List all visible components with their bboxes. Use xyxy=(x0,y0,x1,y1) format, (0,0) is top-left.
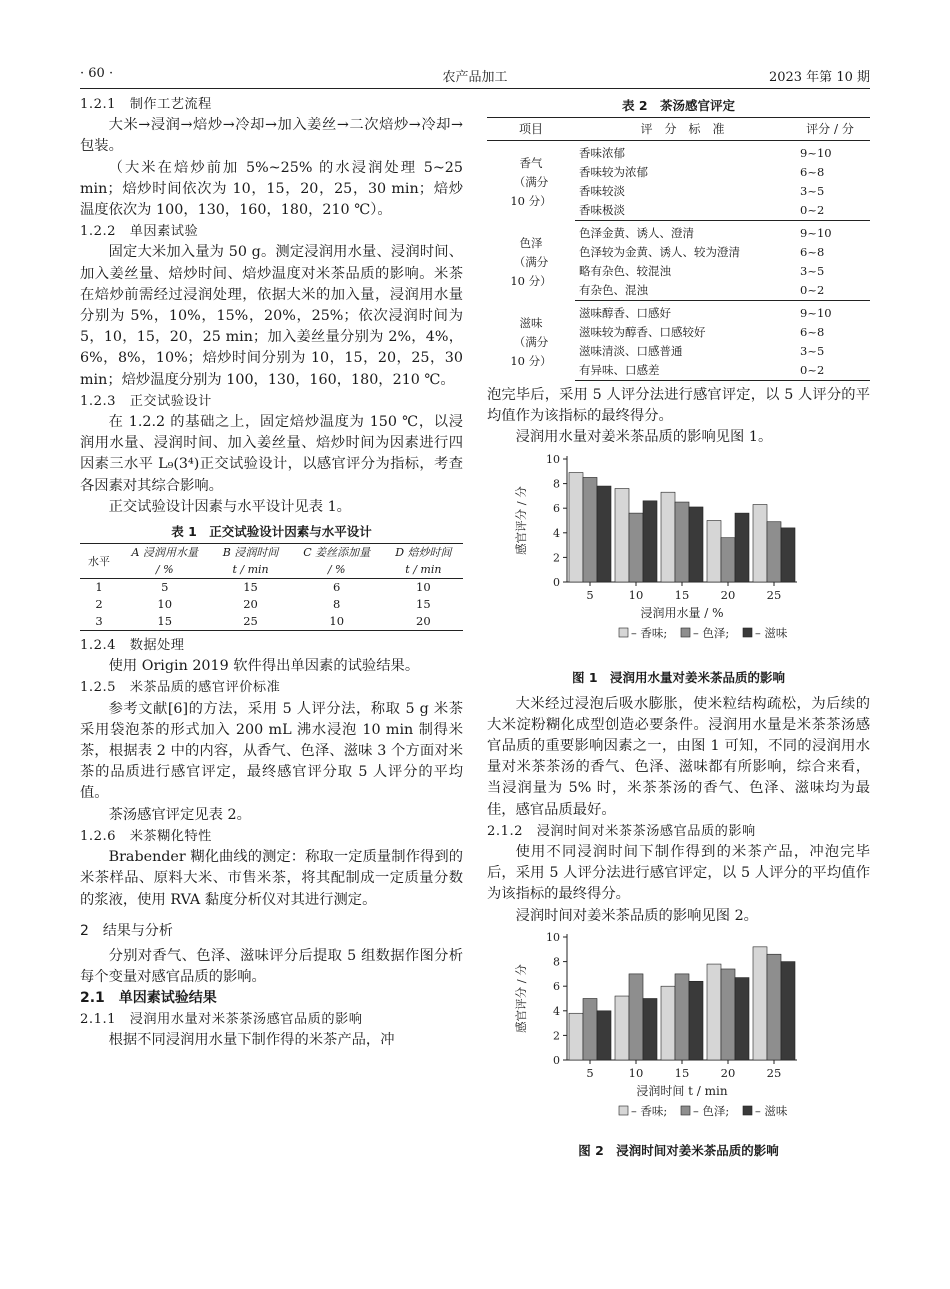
section-2-1-1-title: 2.1.1 浸润用水量对米茶茶汤感官品质的影响 xyxy=(80,1012,363,1028)
x-axis-label: 浸润时间 t / min xyxy=(636,1083,728,1098)
bar-滋味-25 xyxy=(781,961,795,1059)
bar-色泽-5 xyxy=(583,477,597,582)
bar-滋味-10 xyxy=(643,998,657,1060)
section-2-1-2-title: 2.1.2 浸润时间对米茶茶汤感官品质的影响 xyxy=(487,823,756,839)
x-tick-label: 10 xyxy=(628,1065,644,1080)
table1-header-b: B 浸润时间 xyxy=(211,544,289,562)
table2-header-score: 评分 / 分 xyxy=(790,118,870,141)
x-tick-label: 15 xyxy=(674,1065,690,1080)
table2-item-line: 10 分） xyxy=(510,353,552,368)
figure-1-chart xyxy=(487,449,870,664)
y-tick-label: 8 xyxy=(553,955,560,969)
table2-score-cell: 0~2 xyxy=(790,201,870,221)
legend-swatch xyxy=(743,628,752,637)
table2-criteria-cell: 略有杂色、较混浊 xyxy=(579,264,671,278)
section-1-2-4-title: 1.2.4 数据处理 xyxy=(80,638,185,654)
table2-item-line: 10 分） xyxy=(510,273,552,288)
table2-item-cell xyxy=(487,301,575,381)
process-flow: 大米→浸润→焙炒→冷却→加入姜丝→二次焙炒→冷却→包装。 xyxy=(80,117,463,155)
table-cell: 5 xyxy=(161,580,169,595)
table2-criteria-cell: 色泽金黄、诱人、澄清 xyxy=(579,226,694,240)
table2-criteria-cell: 香味极淡 xyxy=(575,201,790,221)
bar-香味-25 xyxy=(753,504,767,581)
table2-continuation: 泡完毕后，采用 5 人评分法进行感官评定，以 5 人评分的平均值作为该指标的最终得分。 xyxy=(487,387,870,425)
y-tick-label: 0 xyxy=(553,1053,560,1067)
table2-score-cell: 9~10 xyxy=(800,146,832,160)
section-2-title: 2 结果与分析 xyxy=(80,922,173,939)
table-cell: 20 xyxy=(384,613,463,631)
table1-header-c: C 姜丝添加量 xyxy=(290,544,384,562)
table2-criteria-cell: 有杂色、混浊 xyxy=(575,281,790,301)
y-axis-label: 感官评分 / 分 xyxy=(514,485,528,555)
table2-criteria-cell: 滋味清淡、口感普通 xyxy=(579,344,683,358)
single-factor-text: 固定大米加入量为 50 g。测定浸润用水量、浸润时间、加入姜丝量、焙炒时间、焙炒温度对米茶品质的影响。米茶在焙炒前需经过浸润处理，依据大米的加入量，浸润用水量分别为 5%，10%，15%，20%，25%；依次浸润时间为 5，10，15，20，25 min；加入姜丝量分别为 2%，4%，6%，8%，10%；焙炒时间分别为 10，15，20，25，30 min；焙炒温度分别为 100，130，160，180，210 ℃。 xyxy=(80,244,463,388)
bar-色泽-10 xyxy=(629,513,643,582)
table2-item-line: （满分 xyxy=(513,334,549,349)
table2-item-line: 10 分） xyxy=(510,193,552,208)
y-tick-label: 2 xyxy=(553,1029,560,1043)
y-tick-label: 4 xyxy=(553,1004,560,1018)
bar-滋味-10 xyxy=(643,500,657,581)
legend-label: – 色泽; xyxy=(693,625,730,640)
table2-score-cell: 6~8 xyxy=(800,325,825,339)
x-tick-label: 25 xyxy=(766,1065,782,1080)
bar-色泽-20 xyxy=(721,537,735,581)
table1 xyxy=(80,543,463,631)
table-cell: 2 xyxy=(95,597,103,612)
legend-label: – 滋味 xyxy=(755,1103,788,1118)
y-tick-label: 10 xyxy=(546,930,560,944)
legend-label: – 香味; xyxy=(631,1103,668,1118)
issue-label: 2023 年第 10 期 xyxy=(768,70,870,85)
orthogonal-text: 在 1.2.2 的基础之上，固定焙炒温度为 150 ℃，以浸润用水量、浸润时间、加入姜丝量、焙炒时间为因素进行四因素三水平 L₉(3⁴)正交试验设计，以感官评分为指标，考查各因素对其综合影响。 xyxy=(80,414,463,494)
sensory-ref: 茶汤感官评定见表 2。 xyxy=(108,806,251,823)
table1-header-d: D 焙炒时间 xyxy=(384,544,463,562)
running-header xyxy=(80,66,870,86)
bar-滋味-15 xyxy=(689,507,703,582)
legend-label: – 香味; xyxy=(631,625,668,640)
y-tick-label: 2 xyxy=(553,551,560,565)
section-1-2-3-title: 1.2.3 正交试验设计 xyxy=(80,393,212,409)
y-tick-label: 10 xyxy=(546,452,560,466)
bar-香味-5 xyxy=(569,472,583,581)
table-row xyxy=(487,141,870,164)
figure-1 xyxy=(487,449,870,668)
x-axis-label: 浸润用水量 / % xyxy=(640,605,724,620)
table2-header-item: 项目 xyxy=(487,118,575,141)
legend-swatch xyxy=(681,628,690,637)
bar-色泽-10 xyxy=(629,974,643,1060)
table-row xyxy=(80,579,463,597)
bar-滋味-5 xyxy=(597,486,611,582)
section-2-1-2-text: 使用不同浸润时间下制作得到的米茶产品，冲泡完毕后，采用 5 人评分法进行感官评定，以 5 人评分的平均值作为该指标的最终得分。 xyxy=(487,844,870,903)
table-cell: 25 xyxy=(211,613,289,631)
table2-criteria-cell: 香味较为浓郁 xyxy=(579,165,648,179)
section-2-1-title: 2.1 单因素试验结果 xyxy=(80,990,217,1007)
table1-unit-b: t / min xyxy=(211,561,289,579)
legend-label: – 色泽; xyxy=(693,1103,730,1118)
table-cell: 3 xyxy=(80,613,118,631)
journal-name: 农产品加工 xyxy=(442,70,508,85)
table1-caption: 表 1 正交试验设计因素与水平设计 xyxy=(171,524,372,540)
bar-色泽-20 xyxy=(721,969,735,1060)
legend-swatch xyxy=(619,1106,628,1115)
table2-score-cell: 6~8 xyxy=(800,245,825,259)
data-processing-text: 使用 Origin 2019 软件得出单因素的试验结果。 xyxy=(108,658,420,675)
x-tick-label: 25 xyxy=(766,587,782,602)
bar-香味-20 xyxy=(707,520,721,582)
results-intro: 分别对香气、色泽、滋味评分后提取 5 组数据作图分析每个变量对感官品质的影响。 xyxy=(80,947,463,985)
table2-criteria-cell: 香味浓郁 xyxy=(579,146,625,160)
section-1-2-1-title: 1.2.1 制作工艺流程 xyxy=(80,97,212,112)
x-tick-label: 10 xyxy=(628,587,644,602)
bar-色泽-25 xyxy=(767,954,781,1060)
table1-unit-a: / % xyxy=(118,561,211,579)
table-cell: 6 xyxy=(333,580,341,595)
header-rule xyxy=(80,88,870,89)
table2-criteria-cell: 香味较淡 xyxy=(579,184,625,198)
page-number: · 60 · xyxy=(80,66,114,81)
table2-score-cell: 3~5 xyxy=(800,264,825,278)
y-tick-label: 0 xyxy=(553,575,560,589)
figure-2 xyxy=(487,927,870,1141)
table-cell: 15 xyxy=(243,580,258,595)
y-tick-label: 8 xyxy=(553,477,560,491)
bar-香味-25 xyxy=(753,947,767,1060)
y-tick-label: 6 xyxy=(553,980,560,994)
table-cell: 15 xyxy=(118,613,211,631)
fig1-discussion: 大米经过浸泡后吸水膨胀，使米粒结构疏松，为后续的大米淀粉糊化成型创造必要条件。浸润用水量是米茶茶汤感官品质的重要影响因素之一，由图 1 可知，不同的浸润用水量对米茶茶汤的香气、色泽、滋味都有所影响，综合来看，当浸润量为 5% 时，米茶茶汤的香气、色泽、滋味均为最佳，感官品质最好。 xyxy=(487,695,870,818)
table2-header-criteria: 评 分 标 准 xyxy=(575,118,790,141)
bar-色泽-15 xyxy=(675,974,689,1060)
legend-swatch xyxy=(619,628,628,637)
bar-滋味-20 xyxy=(735,977,749,1059)
table1-unit-d: t / min xyxy=(384,561,463,579)
table2-item-line: 滋味 xyxy=(519,315,543,330)
section-1-2-5-title: 1.2.5 米茶品质的感官评价标准 xyxy=(80,680,281,696)
bar-滋味-5 xyxy=(597,1011,611,1060)
table-row xyxy=(487,301,870,324)
table2-score-cell: 0~2 xyxy=(790,281,870,301)
section-2-1-1-text: 根据不同浸润用水量下制作得的米茶产品，冲 xyxy=(108,1032,395,1049)
table2-criteria-cell: 滋味较为醇香、口感较好 xyxy=(579,325,706,339)
process-note: （大米在焙炒前加 5%~25% 的水浸润处理 5~25 min；焙炒时间依次为 10，15，20，25，30 min；焙炒温度依次为 100，130，160，180，210 ℃）。 xyxy=(80,159,463,219)
section-1-2-2-title: 1.2.2 单因素试验 xyxy=(80,224,199,240)
bar-香味-20 xyxy=(707,964,721,1060)
table2-score-cell: 9~10 xyxy=(800,306,832,320)
table2-caption: 表 2 茶汤感官评定 xyxy=(621,98,736,113)
table-cell: 8 xyxy=(333,597,341,612)
table2-item-cell xyxy=(487,141,575,221)
bar-色泽-15 xyxy=(675,502,689,582)
table-cell: 1 xyxy=(95,580,103,595)
y-tick-label: 4 xyxy=(553,526,560,540)
bar-香味-10 xyxy=(615,488,629,581)
table-cell: 10 xyxy=(416,580,431,595)
table1-header-a: A 浸润用水量 xyxy=(118,544,211,562)
bar-香味-15 xyxy=(661,986,675,1060)
left-column xyxy=(80,94,463,1052)
bar-香味-10 xyxy=(615,996,629,1060)
table-cell: 20 xyxy=(243,597,258,612)
table2-criteria-cell: 有异味、口感差 xyxy=(575,361,790,381)
gelatinization-text: Brabender 糊化曲线的测定：称取一定质量制作得到的米茶样品、原料大米、市售米茶，将其配制成一定质量分数的浆液，使用 RVA 黏度分析仪对其进行测定。 xyxy=(80,849,463,908)
table1-level-header: 水平 xyxy=(80,544,118,579)
table-row xyxy=(487,221,870,244)
bar-香味-5 xyxy=(569,1013,583,1060)
table1-unit-c: / % xyxy=(290,561,384,579)
table2-score-cell: 0~2 xyxy=(790,361,870,381)
table2-item-line: （满分 xyxy=(513,174,549,189)
table-row xyxy=(80,596,463,613)
x-tick-label: 20 xyxy=(720,587,736,602)
legend-swatch xyxy=(743,1106,752,1115)
table2-item-line: 香气 xyxy=(519,155,543,170)
bar-色泽-25 xyxy=(767,521,781,581)
table-cell: 10 xyxy=(290,613,384,631)
section-1-2-6-title: 1.2.6 米茶糊化特性 xyxy=(80,828,212,844)
orthogonal-ref: 正交试验设计因素与水平设计见表 1。 xyxy=(108,498,351,515)
table2-criteria-cell: 色泽较为金黄、诱人、较为澄清 xyxy=(579,245,740,259)
table2-criteria-cell: 滋味醇香、口感好 xyxy=(579,306,671,320)
table2-score-cell: 6~8 xyxy=(800,165,825,179)
fig1-intro: 浸润用水量对姜米茶品质的影响见图 1。 xyxy=(515,429,773,446)
legend-label: – 滋味 xyxy=(755,625,788,640)
table-row xyxy=(80,613,463,631)
y-tick-label: 6 xyxy=(553,501,560,515)
table2 xyxy=(487,117,870,381)
x-tick-label: 5 xyxy=(586,587,594,602)
x-tick-label: 20 xyxy=(720,1065,736,1080)
y-axis-label: 感官评分 / 分 xyxy=(514,964,528,1033)
bar-香味-15 xyxy=(661,492,675,582)
table2-item-cell xyxy=(487,221,575,301)
bar-滋味-20 xyxy=(735,513,749,582)
bar-滋味-15 xyxy=(689,981,703,1060)
sensory-method-text: 参考文献[6]的方法，采用 5 人评分法，称取 5 g 米茶采用袋泡茶的形式加入 200 mL 沸水浸泡 10 min 制得米茶，根据表 2 中的内容，从香气、色泽、滋味 3 个方面对米茶的品质进行感官评定，最终感官评分取 5 人评分的平均值。 xyxy=(80,700,463,802)
table-cell: 15 xyxy=(416,597,431,612)
x-tick-label: 5 xyxy=(586,1065,594,1080)
table-cell: 10 xyxy=(157,597,173,612)
bar-色泽-5 xyxy=(583,998,597,1060)
figure-2-caption: 图 2 浸润时间对姜米茶品质的影响 xyxy=(578,1142,779,1158)
x-tick-label: 15 xyxy=(674,587,690,602)
legend-swatch xyxy=(681,1106,690,1115)
fig2-intro: 浸润时间对姜米茶品质的影响见图 2。 xyxy=(515,907,758,924)
table2-score-cell: 3~5 xyxy=(800,184,825,198)
bar-滋味-25 xyxy=(781,527,795,581)
table2-item-line: （满分 xyxy=(513,254,549,269)
right-column xyxy=(487,94,870,1159)
table2-score-cell: 9~10 xyxy=(800,226,832,240)
figure-2-chart xyxy=(487,927,870,1137)
table2-item-line: 色泽 xyxy=(519,235,543,250)
figure-1-caption: 图 1 浸润用水量对姜米茶品质的影响 xyxy=(571,669,786,685)
table2-score-cell: 3~5 xyxy=(800,344,825,358)
